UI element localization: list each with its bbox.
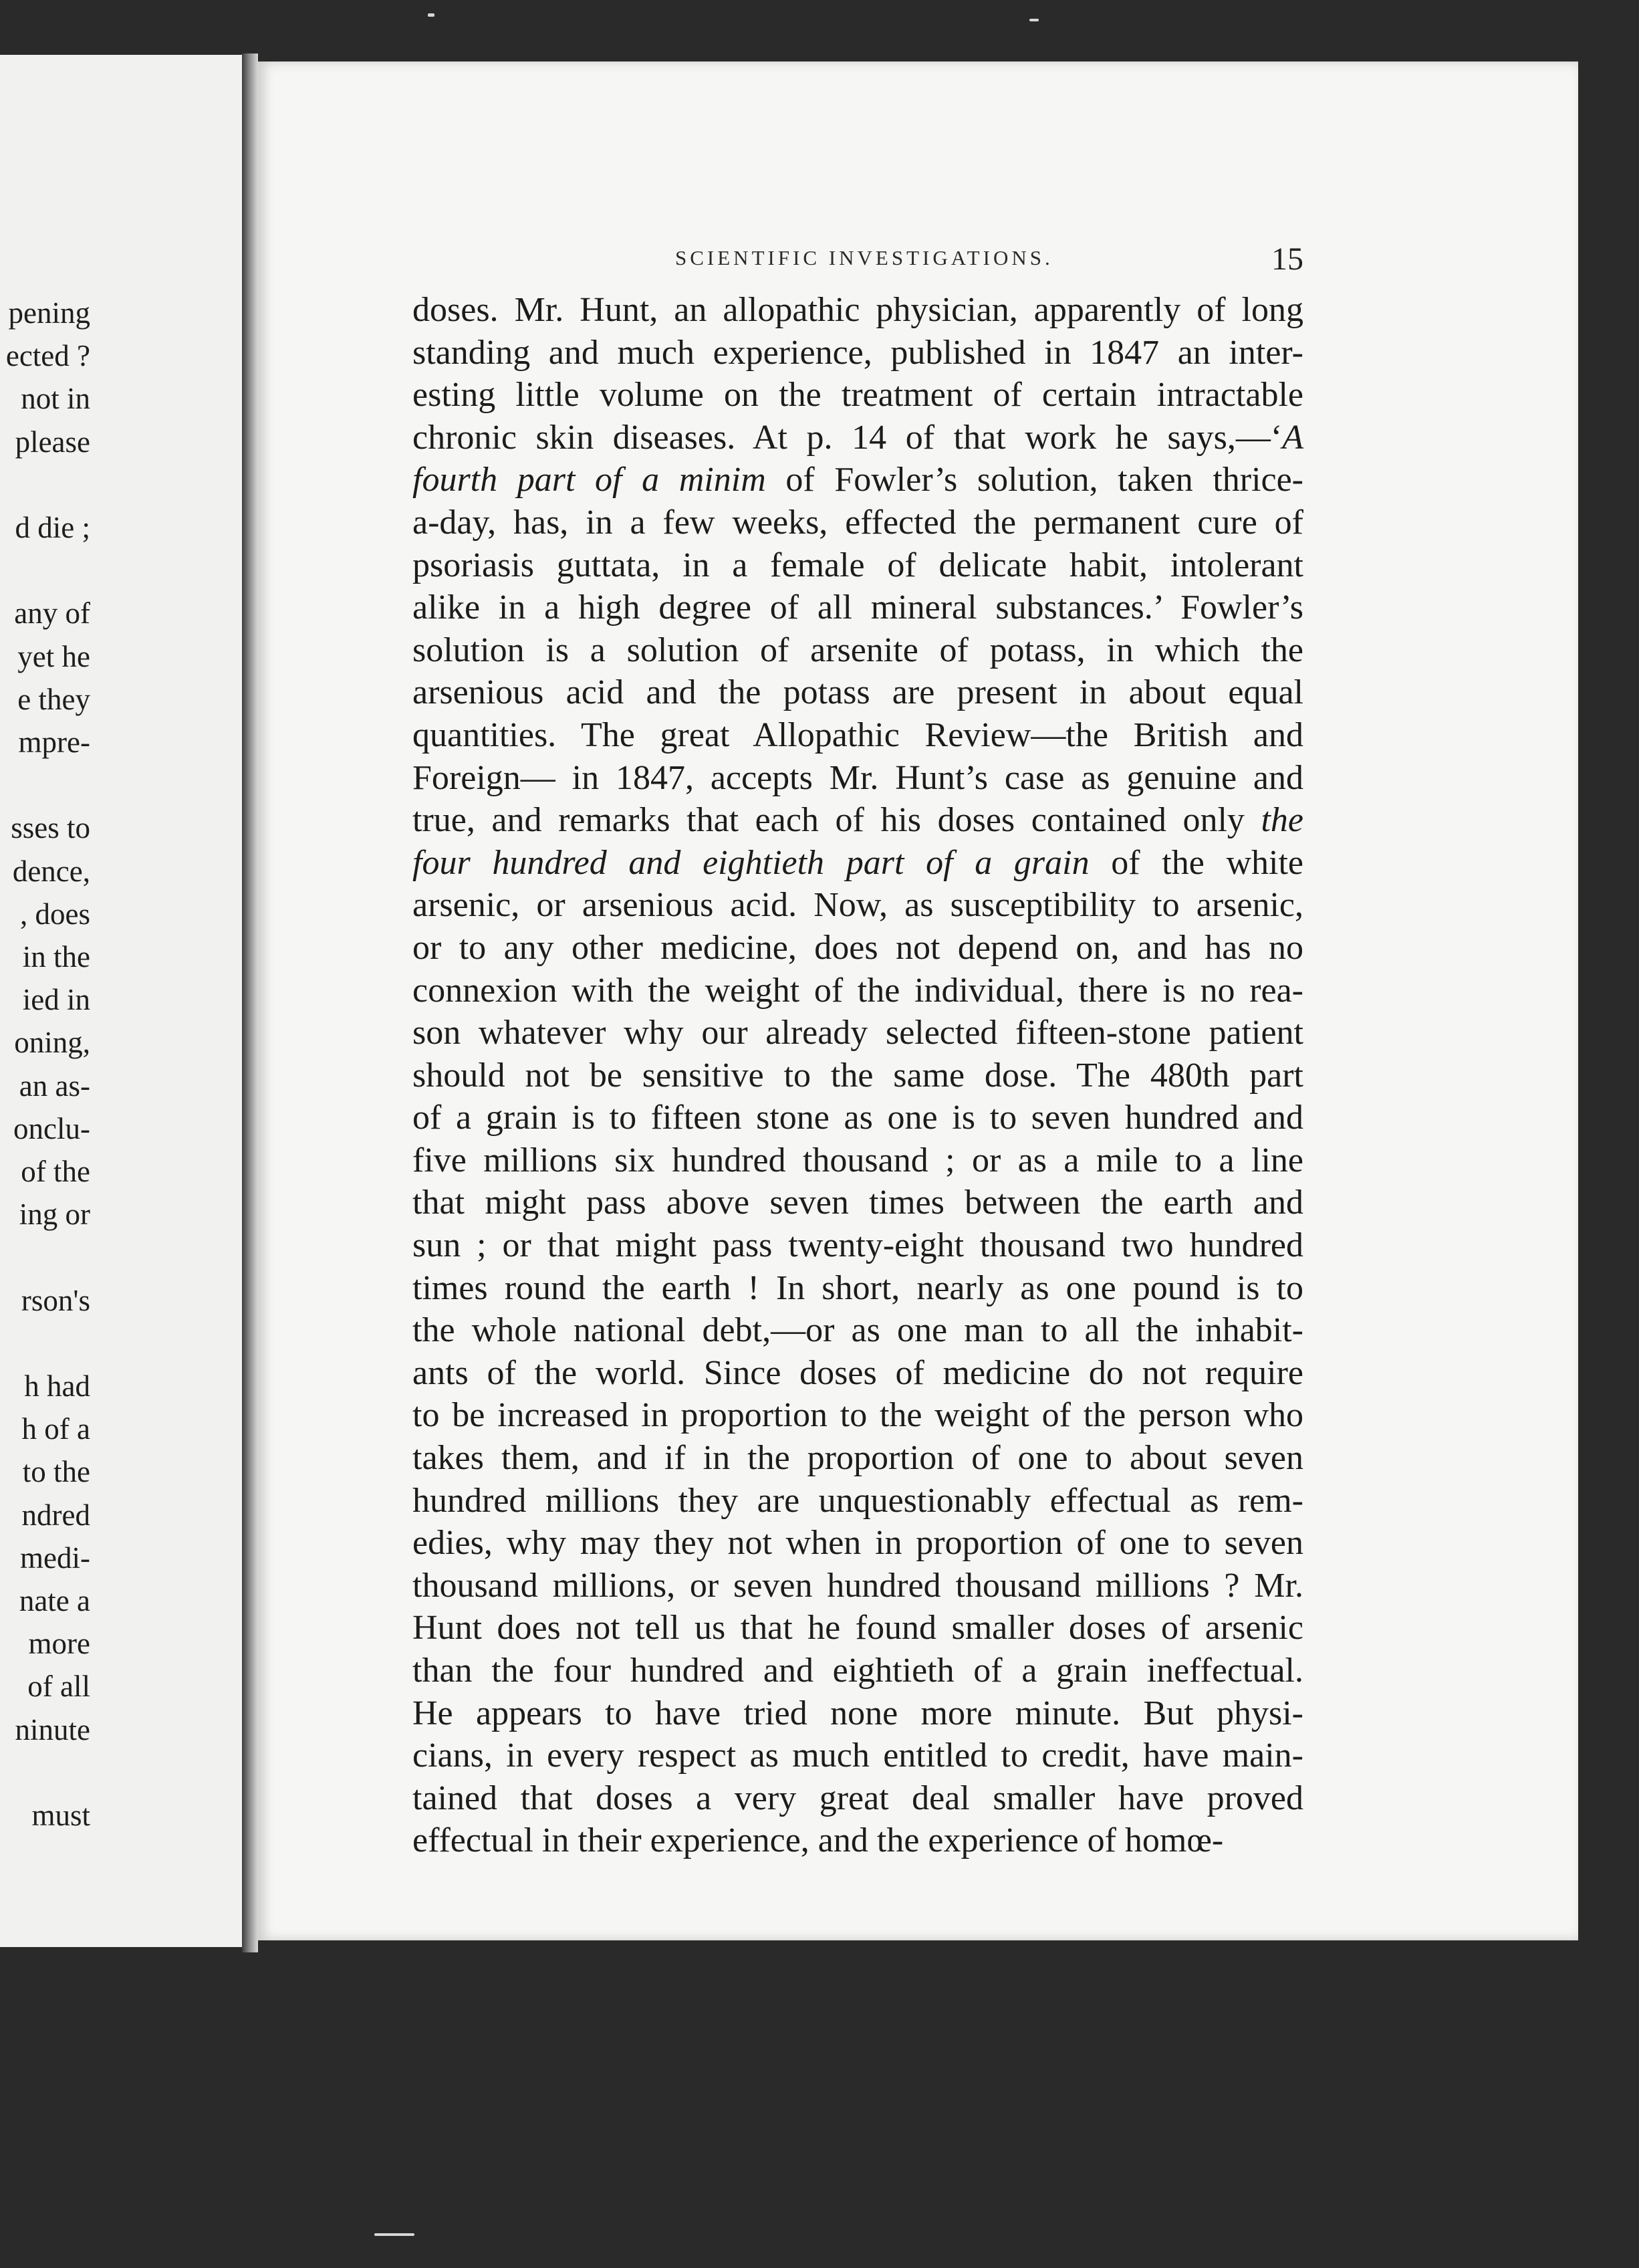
line-text: psoriasis guttata, in a female of delicate habit, intolerant <box>412 546 1303 584</box>
left-page-fragment: of all <box>27 1670 90 1704</box>
left-page-fragment: an as- <box>19 1068 90 1103</box>
text-line <box>412 1650 1303 1692</box>
text-line <box>412 1394 1303 1437</box>
left-page-fragment: d die ; <box>15 511 90 544</box>
left-page-fragment: yet he <box>17 639 90 673</box>
line-text: of Fowler’s solution, taken thrice- <box>765 461 1304 499</box>
line-text: alike in a high degree of all mineral substances.’ Fowler’s <box>412 588 1303 627</box>
left-page-fragment: e they <box>17 682 90 716</box>
line-text: edies, why may they not when in proportion of one to seven <box>412 1524 1303 1563</box>
text-line <box>412 1054 1303 1097</box>
left-page-fragment: please <box>15 425 90 459</box>
left-page-fragment: dence, <box>12 854 90 888</box>
line-text: true, and remarks that each of his doses contained only <box>412 801 1261 840</box>
text-line <box>412 1522 1303 1565</box>
left-page-fragment: h of a <box>21 1412 90 1446</box>
line-text: thousand millions, or seven hundred thousand millions ? Mr. <box>412 1566 1303 1605</box>
text-line <box>412 799 1303 842</box>
text-line <box>412 459 1303 501</box>
line-text: ants of the world. Since doses of medicine do not require <box>412 1353 1303 1392</box>
left-page-fragment: nate a <box>19 1584 90 1617</box>
left-page-fragment: rson's <box>21 1283 90 1317</box>
line-text: five millions six hundred thousand ; or as a mile to a line <box>412 1141 1303 1179</box>
text-line <box>412 417 1303 459</box>
left-page-fragment: any of <box>14 596 90 631</box>
line-text: tained that doses a very great deal smaller have proved <box>412 1779 1303 1817</box>
body-text <box>412 289 1303 1862</box>
text-line <box>412 1309 1303 1352</box>
left-page-fragment: not in <box>21 382 90 416</box>
text-line <box>412 544 1303 587</box>
left-page-fragment: medi- <box>20 1541 90 1575</box>
line-text: takes them, and if in the proportion of one to about seven <box>412 1439 1303 1478</box>
text-line <box>412 501 1303 544</box>
left-page-fragment: h had <box>24 1369 90 1403</box>
line-text: that might pass above seven times between the earth and <box>412 1183 1303 1222</box>
text-line <box>412 1819 1303 1862</box>
left-page-fragment: must <box>31 1799 90 1832</box>
left-page-fragment: to the <box>22 1455 90 1489</box>
page-number: 15 <box>1271 241 1303 277</box>
scan-speck <box>428 13 434 17</box>
text-line <box>412 1437 1303 1480</box>
left-page-fragment: oning, <box>14 1026 90 1060</box>
text-line <box>412 1777 1303 1820</box>
line-text: Foreign— in 1847, accepts Mr. Hunt’s case as genuine and <box>412 758 1303 797</box>
line-text: than the four hundred and eightieth of a grain ineffectual. <box>412 1652 1303 1690</box>
left-page-fragment: sses to <box>11 811 90 845</box>
text-line <box>412 1734 1303 1777</box>
line-text: of the white <box>1089 843 1303 882</box>
line-text: cians, in every respect as much entitled to credit, have main- <box>412 1736 1303 1775</box>
text-line <box>412 927 1303 970</box>
line-text: the whole national debt,—or as one man to all the inhabit- <box>412 1311 1303 1350</box>
line-text: doses. Mr. Hunt, an allopathic physician, apparently of long <box>412 291 1303 329</box>
text-line <box>412 332 1303 374</box>
text-line <box>412 1692 1303 1735</box>
text-line <box>412 884 1303 927</box>
italic-phrase: A <box>1282 418 1303 457</box>
line-text: son whatever why our already selected fifteen-stone patient <box>412 1014 1303 1052</box>
scan-speck <box>1029 19 1039 21</box>
line-text: arsenious acid and the potass are present in about equal <box>412 673 1303 712</box>
left-page-fragment: , does <box>20 897 90 931</box>
left-page-fragment: onclu- <box>13 1111 90 1145</box>
text-line <box>412 1565 1303 1607</box>
line-text: solution is a solution of arsenite of potass, in which the <box>412 631 1303 669</box>
line-text: hundred millions they are unquestionably effectual as rem- <box>412 1481 1303 1520</box>
italic-phrase: fourth part of a minim <box>412 461 766 499</box>
text-line <box>412 1224 1303 1267</box>
left-page-fragment: pening <box>8 296 90 330</box>
line-text: a-day, has, in a few weeks, effected the permanent cure of <box>412 503 1303 542</box>
text-line <box>412 1480 1303 1522</box>
left-page-fragment: ninute <box>15 1712 90 1746</box>
line-text: sun ; or that might pass twenty-eight thousand two hundred <box>412 1226 1303 1265</box>
line-text: esting little volume on the treatment of certain intractable <box>412 376 1303 415</box>
text-line <box>412 1352 1303 1395</box>
text-line <box>412 1097 1303 1139</box>
text-line <box>412 671 1303 714</box>
text-line <box>412 1139 1303 1182</box>
line-text: effectual in their experience, and the experience of homœ- <box>412 1821 1224 1860</box>
line-text: standing and much experience, published in 1847 an inter- <box>412 333 1303 372</box>
line-text: times round the earth ! In short, nearly as one pound is to <box>412 1268 1303 1307</box>
text-line <box>412 1012 1303 1054</box>
line-text: of a grain is to fifteen stone as one is to seven hundred and <box>412 1099 1303 1137</box>
line-text: arsenic, or arsenious acid. Now, as susceptibility to arsenic, <box>412 886 1303 925</box>
book-gutter <box>242 53 258 1952</box>
italic-phrase: the <box>1261 801 1303 840</box>
left-page-fragment: of the <box>21 1155 90 1188</box>
text-line <box>412 586 1303 629</box>
left-page-fragment: mpre- <box>18 725 90 759</box>
text-line <box>412 1267 1303 1310</box>
text-line <box>412 757 1303 800</box>
text-line <box>412 289 1303 332</box>
text-line <box>412 374 1303 417</box>
line-text: should not be sensitive to the same dose. The 480th part <box>412 1056 1303 1095</box>
line-text: Hunt does not tell us that he found smaller doses of arsenic <box>412 1609 1303 1648</box>
line-text: or to any other medicine, does not depend on, and has no <box>412 928 1303 967</box>
left-page-fragment: ied in <box>22 983 90 1017</box>
left-page-fragment: more <box>28 1627 90 1661</box>
line-text: chronic skin diseases. At p. 14 of that work he says,—‘ <box>412 418 1283 457</box>
left-page-fragment: ndred <box>21 1498 90 1532</box>
text-line <box>412 1607 1303 1650</box>
left-page-fragment: in the <box>22 940 90 974</box>
scan-speck <box>374 2233 414 2236</box>
line-text: connexion with the weight of the individual, there is no rea- <box>412 971 1303 1010</box>
line-text: quantities. The great Allopathic Review—the British and <box>412 715 1303 754</box>
text-line <box>412 970 1303 1012</box>
left-page-fragment: ing or <box>19 1198 90 1232</box>
text-line <box>412 842 1303 885</box>
text-line <box>412 629 1303 672</box>
line-text: to be increased in proportion to the weight of the person who <box>412 1396 1303 1435</box>
left-page-fragment: ected ? <box>5 339 90 373</box>
italic-phrase: four hundred and eightieth part of a grain <box>412 843 1090 882</box>
line-text: He appears to have tried none more minute. But physi- <box>412 1694 1303 1732</box>
text-line <box>412 1181 1303 1224</box>
text-line <box>412 714 1303 757</box>
running-head: SCIENTIFIC INVESTIGATIONS. <box>675 246 1053 269</box>
